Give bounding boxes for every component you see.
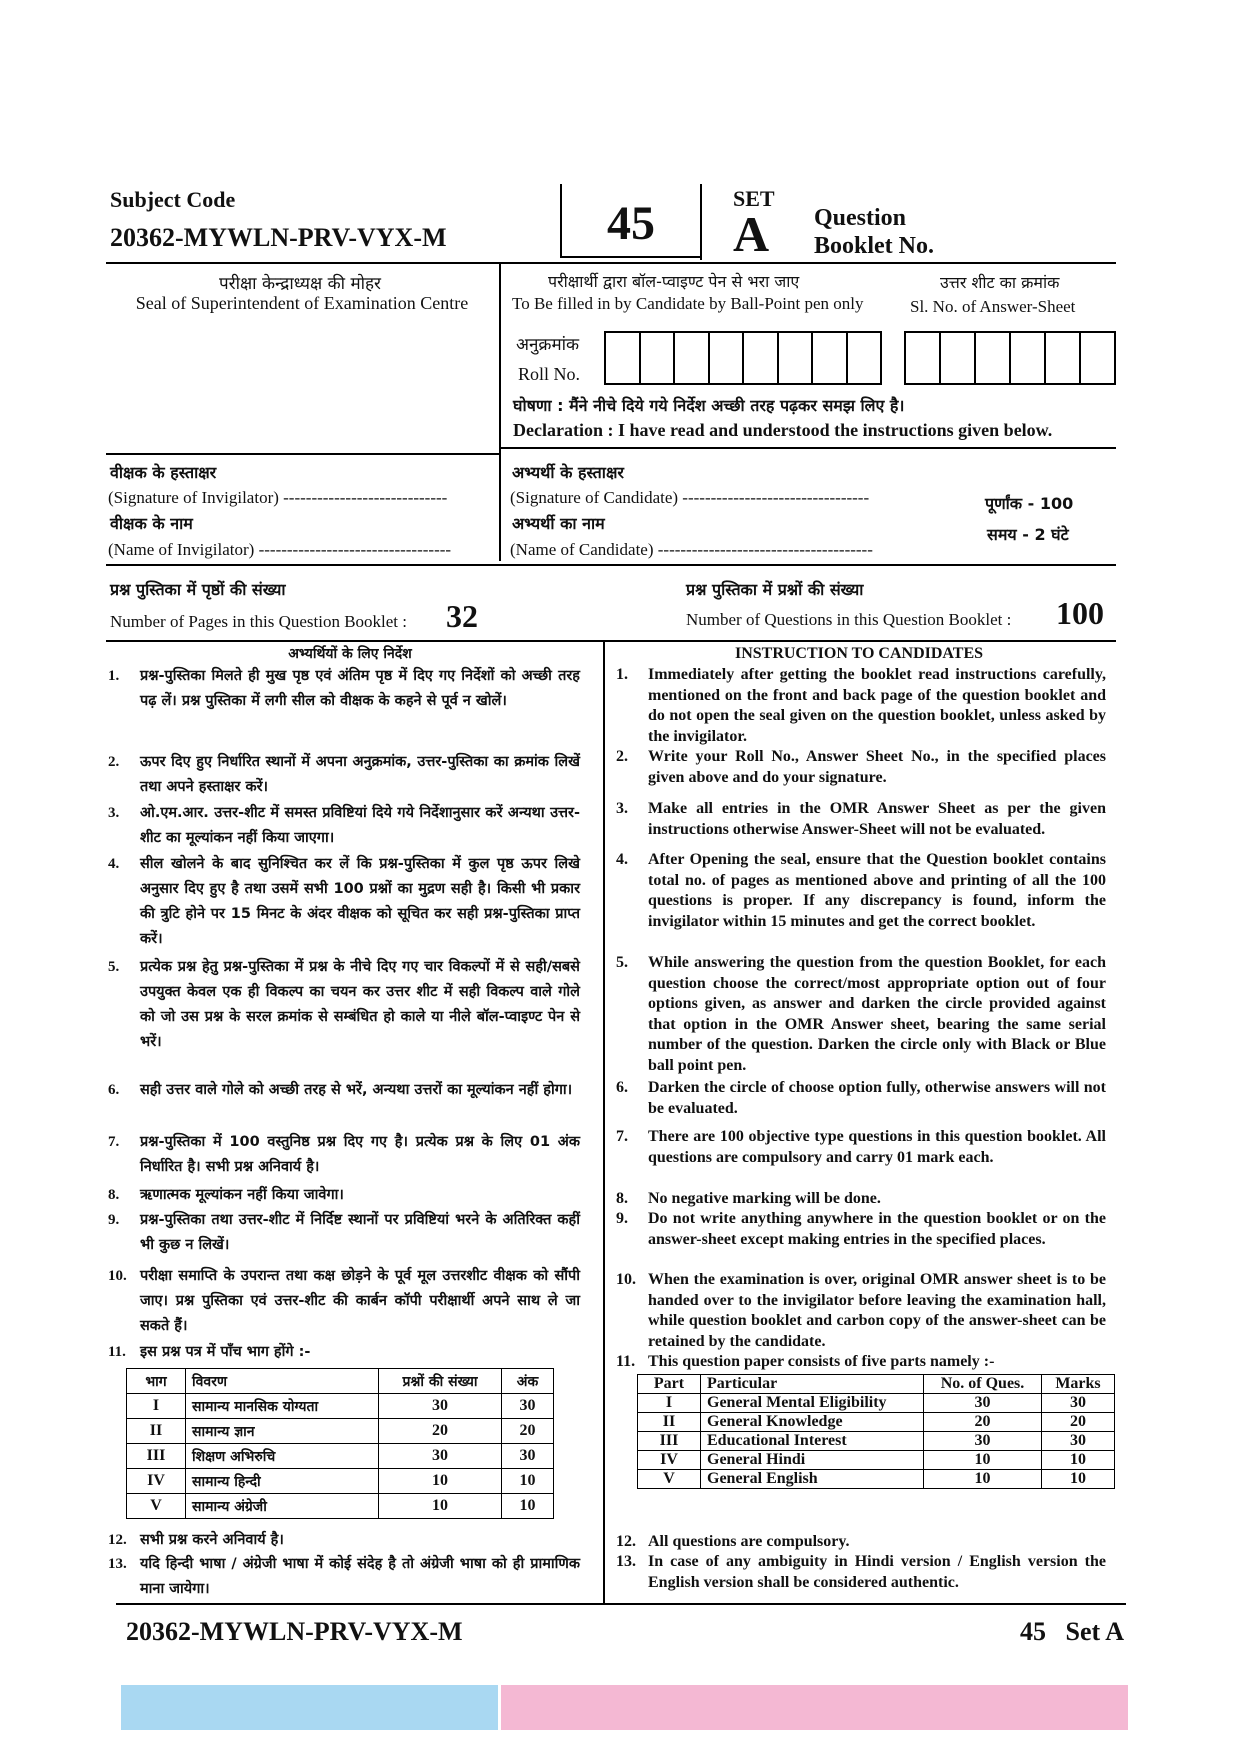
answer-sheet-digit-box[interactable]	[941, 333, 976, 383]
declaration-english: Declaration : I have read and understood the instructions given below.	[513, 420, 1053, 440]
table-cell: 30	[379, 1394, 502, 1419]
instruction-item-hindi-6	[108, 1078, 580, 1103]
table-cell: IV	[638, 1451, 701, 1470]
instruction-number: 9.	[616, 1210, 628, 1227]
answer-sheet-digit-box[interactable]	[976, 333, 1011, 383]
instruction-item-hindi-3	[108, 801, 580, 851]
table-cell: 30	[502, 1444, 554, 1469]
seal-label-hindi: परीक्षा केन्द्राध्यक्ष की मोहर	[218, 274, 381, 294]
instruction-item-english-7	[616, 1127, 1106, 1168]
candidate-name-field[interactable]: (Name of Candidate) --------------------------------------	[510, 540, 873, 559]
table-row	[638, 1470, 1115, 1489]
table-row	[127, 1444, 554, 1469]
question-booklet-label-line2: Booklet No.	[814, 233, 934, 259]
invigilator-name-hindi: वीक्षक के नाम	[110, 514, 193, 533]
questions-count-value: 100	[1056, 595, 1104, 631]
instruction-text: This question paper consists of five parts namely :-	[648, 1353, 995, 1370]
instruction-item-english-12	[616, 1532, 1106, 1553]
footer-set: 45 Set A	[1020, 1617, 1124, 1646]
instruction-item-english-2	[616, 747, 1106, 788]
instructions-title-hindi: अभ्यर्थियों के लिए निर्देश	[288, 646, 412, 662]
instruction-text: In case of any ambiguity in Hindi version / English version the English version shall be considered authentic.	[648, 1553, 1106, 1591]
candidate-name-hindi: अभ्यर्थी का नाम	[512, 514, 605, 533]
candidate-signature-hindi: अभ्यर्थी के हस्ताक्षर	[512, 463, 624, 482]
roll-no-digit-box[interactable]	[675, 333, 710, 383]
table-header-cell: Part	[638, 1375, 701, 1394]
instruction-item-hindi-7	[108, 1130, 580, 1180]
full-marks: पूर्णांक - 100	[985, 494, 1074, 513]
declaration-hindi: घोषणा : मैंने नीचे दिये गये निर्देश अच्छी तरह पढ़कर समझ लिए है।	[513, 396, 905, 415]
instruction-number: 10.	[108, 1268, 127, 1284]
table-cell: शिक्षण अभिरुचि	[186, 1444, 379, 1469]
time-allowed: समय - 2 घंटे	[987, 525, 1069, 544]
table-cell: III	[638, 1432, 701, 1451]
seal-label-english: Seal of Superintendent of Examination Centre	[135, 293, 469, 313]
roll-no-digit-box[interactable]	[813, 333, 848, 383]
table-cell: II	[127, 1419, 186, 1444]
instruction-number: 2.	[616, 748, 628, 765]
instruction-number: 3.	[616, 800, 628, 817]
invigilator-signature-hindi: वीक्षक के हस्ताक्षर	[110, 463, 217, 482]
questions-count-english: Number of Questions in this Question Booklet :	[686, 610, 1012, 629]
footer-color-bar-pink	[501, 1685, 1128, 1730]
instructions-bottom-rule	[116, 1603, 1126, 1605]
instruction-item-english-6	[616, 1078, 1106, 1119]
table-cell: 10	[924, 1451, 1042, 1470]
instruction-item-hindi-11	[108, 1340, 580, 1365]
roll-no-digit-box[interactable]	[779, 333, 814, 383]
instruction-text: सही उत्तर वाले गोले को अच्छी तरह से भरें, अन्यथा उत्तरों का मूल्यांकन नहीं होगा।	[140, 1082, 573, 1098]
instruction-number: 7.	[108, 1134, 120, 1150]
set-label: SET	[733, 186, 775, 211]
answer-sheet-digit-box[interactable]	[1046, 333, 1081, 383]
instruction-text: परीक्षा समाप्ति के उपरान्त तथा कक्ष छोड़ने के पूर्व मूल उत्तरशीट वीक्षक को सौंपी जाए। प्रश्न पुस्तिका एवं उत्तर-शीट की कार्बन कॉपी परीक्षार्थी अपने साथ ले जा सकते हैं।	[140, 1268, 580, 1334]
instruction-number: 13.	[108, 1556, 127, 1572]
roll-no-digit-box[interactable]	[848, 333, 881, 383]
table-cell: सामान्य मानसिक योग्यता	[186, 1394, 379, 1419]
pages-count-value: 32	[446, 598, 478, 634]
table-cell: General Mental Eligibility	[701, 1394, 924, 1413]
table-header-cell: No. of Ques.	[924, 1375, 1042, 1394]
table-cell: 30	[502, 1394, 554, 1419]
table-cell: 10	[502, 1469, 554, 1494]
table-row	[638, 1451, 1115, 1470]
table-cell: 10	[379, 1494, 502, 1519]
roll-no-digit-box[interactable]	[606, 333, 641, 383]
table-cell: IV	[127, 1469, 186, 1494]
answer-sheet-digit-box[interactable]	[906, 333, 941, 383]
table-cell: 20	[379, 1419, 502, 1444]
instruction-number: 10.	[616, 1271, 636, 1288]
table-cell: सामान्य ज्ञान	[186, 1419, 379, 1444]
parts-table-english	[637, 1374, 1115, 1489]
instruction-item-english-5	[616, 953, 1106, 1077]
instruction-item-hindi-4	[108, 852, 580, 952]
instruction-number: 11.	[616, 1353, 636, 1370]
table-row	[127, 1469, 554, 1494]
instruction-text: ऊपर दिए हुए निर्धारित स्थानों में अपना अनुक्रमांक, उत्तर-पुस्तिका का क्रमांक लिखें तथा अपने हस्ताक्षर करें।	[140, 754, 580, 795]
question-booklet-label	[814, 204, 934, 260]
instruction-text: After Opening the seal, ensure that the Question booklet contains total no. of pages as mentioned above and printing of all the 100 questions is proper. If any discrepancy is found, inform the invigilator within 15 minutes and get the correct booklet.	[648, 851, 1106, 930]
instruction-text: While answering the question from the question Booklet, for each question choose the correct/most appropriate option out of four options given, as answer and darken the circle provided against that option in the OMR Answer sheet, bearing the same serial number of the question. Darken the circle only with Black or Blue ball point pen.	[648, 954, 1106, 1074]
parts-table-hindi	[126, 1368, 554, 1519]
table-row	[638, 1432, 1115, 1451]
table-cell: V	[127, 1494, 186, 1519]
table-header-cell: विवरण	[186, 1369, 379, 1394]
table-cell: I	[638, 1394, 701, 1413]
invigilator-name-field[interactable]: (Name of Invigilator) ----------------------------------	[108, 540, 452, 559]
table-row	[127, 1394, 554, 1419]
instruction-text: प्रश्न-पुस्तिका तथा उत्तर-शीट में निर्दिष्ट स्थानों पर प्रविष्टियां भरने के अतिरिक्त कहीं भी कुछ न लिखें।	[140, 1212, 580, 1253]
instruction-item-english-4	[616, 850, 1106, 932]
table-row	[638, 1394, 1115, 1413]
header-rule	[106, 262, 1116, 264]
instruction-number: 4.	[616, 851, 628, 868]
table-cell: सामान्य अंग्रेजी	[186, 1494, 379, 1519]
seal-bottom-rule	[106, 453, 500, 455]
instructions-divider	[603, 640, 605, 1604]
instruction-number: 9.	[108, 1212, 120, 1228]
instruction-number: 13.	[616, 1553, 636, 1570]
roll-no-digit-box[interactable]	[744, 333, 779, 383]
table-cell: 30	[924, 1394, 1042, 1413]
answer-sheet-digit-box[interactable]	[1011, 333, 1046, 383]
table-cell: II	[638, 1413, 701, 1432]
table-cell: सामान्य हिन्दी	[186, 1469, 379, 1494]
instruction-number: 11.	[108, 1344, 126, 1360]
instruction-number: 5.	[616, 954, 628, 971]
seal-divider	[499, 262, 501, 561]
instruction-number: 4.	[108, 856, 120, 872]
subject-code: 20362-MYWLN-PRV-VYX-M	[110, 223, 447, 252]
set-letter: A	[733, 206, 770, 262]
table-cell: 30	[924, 1432, 1042, 1451]
instruction-text: When the examination is over, original OMR answer sheet is to be handed over to the invigilator before leaving the examination hall, while question booklet and carbon copy of the answer-sheet can be retained by the candidate.	[648, 1271, 1106, 1350]
roll-no-digit-box[interactable]	[641, 333, 676, 383]
table-cell: 10	[502, 1494, 554, 1519]
instruction-text: सभी प्रश्न करने अनिवार्य है।	[140, 1532, 284, 1548]
instruction-item-english-3	[616, 799, 1106, 840]
answer-sheet-boxes[interactable]	[904, 331, 1116, 385]
roll-no-label-english: Roll No.	[518, 364, 581, 384]
instruction-number: 6.	[616, 1079, 628, 1096]
instruction-item-english-8	[616, 1189, 1106, 1210]
candidate-fill-label-hindi: परीक्षार्थी द्वारा बॉल-प्वाइण्ट पेन से भरा जाए	[548, 272, 800, 291]
answer-sheet-label-hindi: उत्तर शीट का क्रमांक	[940, 273, 1060, 292]
candidate-fill-label-english: To Be filled in by Candidate by Ball-Point pen only	[512, 294, 864, 313]
table-cell: 10	[379, 1469, 502, 1494]
table-cell: 10	[1042, 1470, 1115, 1489]
instruction-number: 12.	[616, 1533, 636, 1550]
subject-code-label: Subject Code	[110, 187, 236, 212]
booklet-number: 45	[607, 197, 655, 250]
instructions-top-rule	[106, 640, 1116, 642]
instruction-item-hindi-2	[108, 750, 580, 800]
instruction-text: यदि हिन्दी भाषा / अंग्रेजी भाषा में कोई संदेह है तो अंग्रेजी भाषा को ही प्रामाणिक माना जायेगा।	[140, 1556, 580, 1597]
question-booklet-label-line1: Question	[814, 205, 907, 231]
instruction-item-hindi-12	[108, 1528, 580, 1553]
questions-count-hindi: प्रश्न पुस्तिका में प्रश्नों की संख्या	[686, 580, 864, 599]
answer-sheet-label-english: Sl. No. of Answer-Sheet	[910, 297, 1076, 316]
table-cell: General English	[701, 1470, 924, 1489]
roll-no-boxes[interactable]	[604, 331, 882, 385]
instruction-number: 3.	[108, 805, 120, 821]
instruction-text: There are 100 objective type questions in this question booklet. All questions are compulsory and carry 01 mark each.	[648, 1128, 1106, 1166]
table-header-cell: अंक	[502, 1369, 554, 1394]
table-cell: 10	[1042, 1451, 1115, 1470]
table-cell: 20	[502, 1419, 554, 1444]
table-cell: 20	[924, 1413, 1042, 1432]
instruction-number: 1.	[616, 666, 628, 683]
table-header-cell: Particular	[701, 1375, 924, 1394]
table-cell: 20	[1042, 1413, 1115, 1432]
answer-sheet-digit-box[interactable]	[1081, 333, 1114, 383]
instruction-item-english-1	[616, 665, 1106, 747]
table-cell: V	[638, 1470, 701, 1489]
table-header-cell: भाग	[127, 1369, 186, 1394]
instruction-text: ओ.एम.आर. उत्तर-शीट में समस्त प्रविष्टियां दिये गये निर्देशानुसार करें अन्यथा उत्तर-शीट का मूल्यांकन नहीं किया जाएगा।	[140, 805, 580, 846]
table-cell: General Knowledge	[701, 1413, 924, 1432]
instruction-number: 12.	[108, 1532, 127, 1548]
table-cell: 10	[924, 1470, 1042, 1489]
instruction-item-english-10	[616, 1270, 1106, 1352]
table-cell: I	[127, 1394, 186, 1419]
table-header-row	[638, 1375, 1115, 1394]
instruction-text: इस प्रश्न पत्र में पाँच भाग होंगे :-	[140, 1344, 311, 1360]
instruction-number: 2.	[108, 754, 120, 770]
instruction-text: Write your Roll No., Answer Sheet No., in the specified places given above and do your signature.	[648, 748, 1106, 786]
roll-no-digit-box[interactable]	[710, 333, 745, 383]
instruction-text: प्रत्येक प्रश्न हेतु प्रश्न-पुस्तिका में प्रश्न के नीचे दिए गए चार विकल्पों में से सही/सबसे उपयुक्त केवल एक ही विकल्प का चयन कर उत्तर शीट में सही विकल्प वाले गोले को जो उस प्रश्न के सरल क्रमांक से सम्बंधित हो काले या नीले बॉल-प्वाइण्ट पेन से भरें।	[140, 959, 580, 1050]
instruction-item-hindi-13	[108, 1552, 580, 1602]
instruction-item-english-13	[616, 1552, 1106, 1593]
instruction-text: प्रश्न-पुस्तिका मिलते ही मुख पृष्ठ एवं अंतिम पृष्ठ में दिए गए निर्देशों को अच्छी तरह पढ़ लें। प्रश्न पुस्तिका में लगी सील को वीक्षक के कहने से पूर्व न खोलें।	[140, 668, 580, 709]
roll-no-label-hindi: अनुक्रमांक	[516, 335, 580, 355]
instruction-text: No negative marking will be done.	[648, 1190, 881, 1207]
instruction-text: All questions are compulsory.	[648, 1533, 850, 1550]
signature-rule	[106, 564, 1116, 566]
table-header-cell: प्रश्नों की संख्या	[379, 1369, 502, 1394]
footer-subject-code: 20362-MYWLN-PRV-VYX-M	[126, 1617, 463, 1646]
instruction-number: 1.	[108, 668, 120, 684]
table-cell: 30	[1042, 1394, 1115, 1413]
instruction-item-hindi-5	[108, 955, 580, 1055]
instruction-text: Darken the circle of choose option fully, otherwise answers will not be evaluated.	[648, 1079, 1106, 1117]
table-cell: III	[127, 1444, 186, 1469]
table-header-cell: Marks	[1042, 1375, 1115, 1394]
instruction-text: Make all entries in the OMR Answer Sheet as per the given instructions otherwise Answer-Sheet will not be evaluated.	[648, 800, 1106, 838]
instruction-item-hindi-8	[108, 1183, 580, 1208]
instruction-item-hindi-9	[108, 1208, 580, 1258]
instruction-item-hindi-10	[108, 1264, 580, 1339]
instructions-title-english: INSTRUCTION TO CANDIDATES	[734, 645, 984, 662]
declaration-rule	[499, 447, 1116, 449]
instruction-text: प्रश्न-पुस्तिका में 100 वस्तुनिष्ठ प्रश्न दिए गए है। प्रत्येक प्रश्न के लिए 01 अंक निर्धारित है। सभी प्रश्न अनिवार्य है।	[140, 1134, 580, 1175]
invigilator-signature-field[interactable]: (Signature of Invigilator) -----------------------------	[108, 488, 448, 507]
pages-count-hindi: प्रश्न पुस्तिका में पृष्ठों की संख्या	[110, 580, 286, 599]
instruction-number: 6.	[108, 1082, 120, 1098]
table-cell: 30	[379, 1444, 502, 1469]
instruction-text: ऋणात्मक मूल्यांकन नहीं किया जावेगा।	[140, 1187, 344, 1203]
table-header-row	[127, 1369, 554, 1394]
table-cell: General Hindi	[701, 1451, 924, 1470]
instruction-number: 8.	[616, 1190, 628, 1207]
instruction-item-english-11	[616, 1352, 1106, 1373]
instruction-number: 8.	[108, 1187, 120, 1203]
instruction-item-hindi-1	[108, 664, 580, 714]
instruction-number: 5.	[108, 959, 120, 975]
instruction-text: सील खोलने के बाद सुनिश्चित कर लें कि प्रश्न-पुस्तिका में कुल पृष्ठ ऊपर लिखे अनुसार दिए हुए है तथा उसमें सभी 100 प्रश्नों का मुद्रण सही है। किसी भी प्रकार की त्रुटि होने पर 15 मिनट के अंदर वीक्षक को सूचित कर सही प्रश्न-पुस्तिका प्राप्त करें।	[140, 856, 580, 947]
instruction-text: Do not write anything anywhere in the question booklet or on the answer-sheet except making entries in the specified places.	[648, 1210, 1106, 1248]
instruction-number: 7.	[616, 1128, 628, 1145]
table-row	[638, 1413, 1115, 1432]
footer-color-bar-blue	[121, 1685, 498, 1730]
instruction-item-english-9	[616, 1209, 1106, 1250]
table-row	[127, 1419, 554, 1444]
table-cell: 30	[1042, 1432, 1115, 1451]
table-row	[127, 1494, 554, 1519]
instruction-text: Immediately after getting the booklet read instructions carefully, mentioned on the front and back page of the question booklet and do not open the seal given on the question booklet, unless asked by the invigilator.	[648, 666, 1106, 745]
candidate-signature-field[interactable]: (Signature of Candidate) ---------------------------------	[510, 488, 870, 507]
table-cell: Educational Interest	[701, 1432, 924, 1451]
pages-count-english: Number of Pages in this Question Booklet :	[110, 612, 408, 631]
